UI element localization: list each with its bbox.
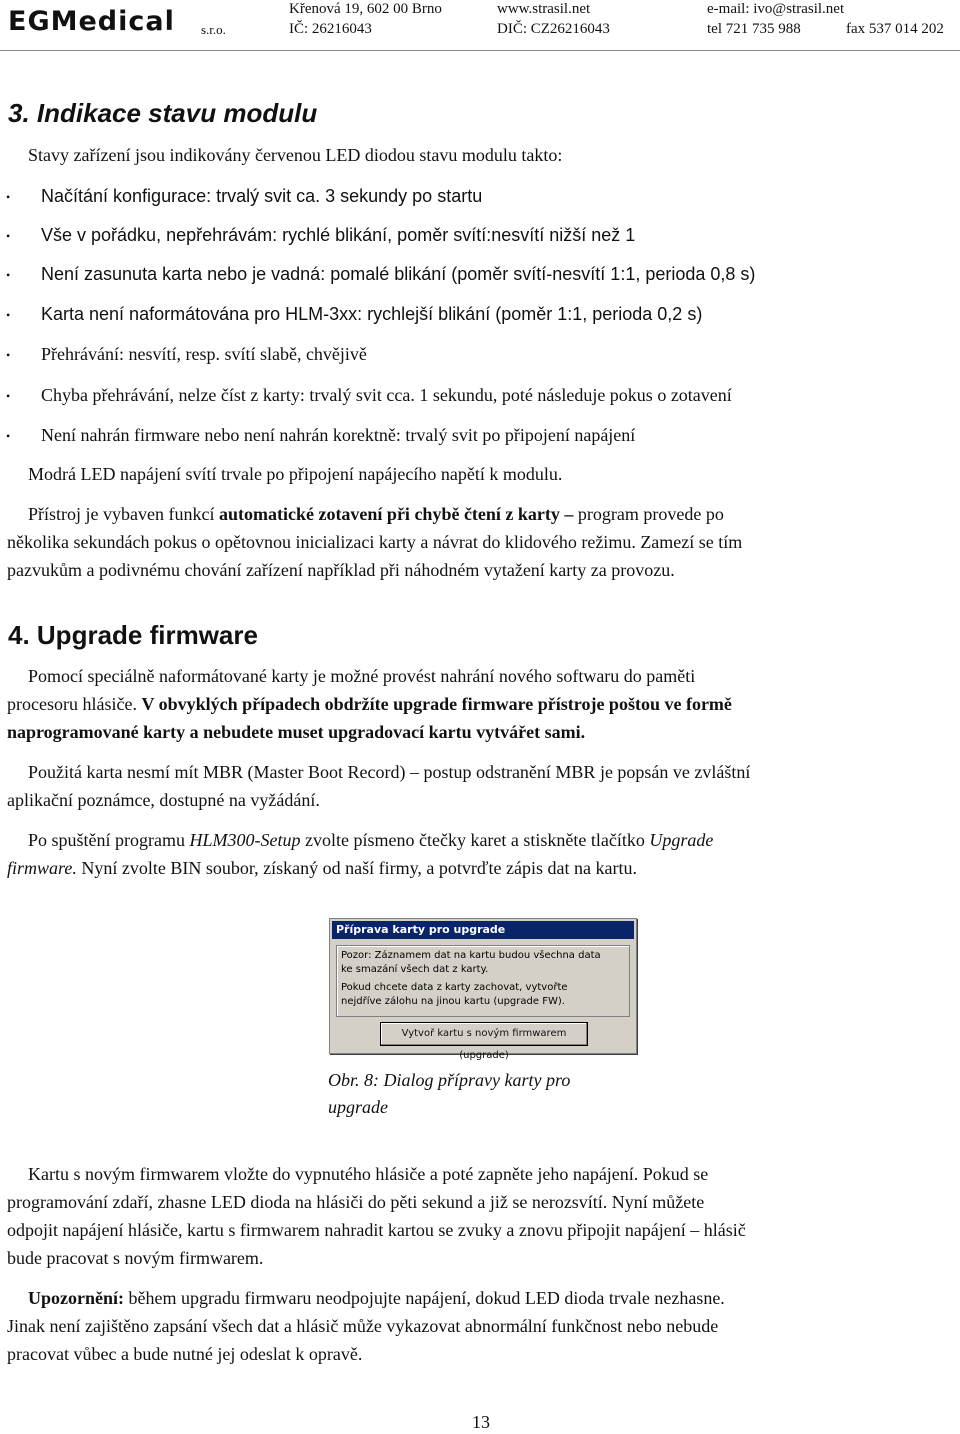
header-divider: [0, 50, 960, 51]
figure-caption-line-1: Obr. 8: Dialog přípravy karty pro: [328, 1070, 571, 1090]
header-web: www.strasil.net: [497, 1, 591, 17]
mbr-paragraph-line-2: aplikační poznámce, dostupné na vyžádání.: [7, 790, 320, 810]
dialog-message-box: [336, 945, 630, 1017]
upgrade-paragraph-line-1: Pomocí speciálně naformátované karty je možné provést nahrání nového softwaru do paměti: [28, 666, 696, 686]
insert-card-line-1: Kartu s novým firmwarem vložte do vypnutého hlásiče a poté zapněte jeho napájení. Pokud se: [28, 1164, 709, 1184]
dialog-title: Příprava karty pro upgrade: [332, 921, 634, 939]
recovery-paragraph-line-2: několika sekundách pokus o opětovnou inicializaci karty a návrat do klidového režimu. Zamezí se tím: [7, 532, 743, 552]
warning-line-2: Jinak není zajištěno zapsání všech dat a hlásič může vykazovat abnormální funkčnost nebo nebude: [7, 1316, 719, 1336]
header-email: e-mail: ivo@strasil.net: [707, 1, 845, 17]
dialog-message-line: Pokud chcete data z karty zachovat, vytvořte: [341, 982, 568, 993]
insert-card-line-4: bude pracovat s novým firmwarem.: [7, 1248, 264, 1268]
page-number: 13: [472, 1412, 490, 1432]
recovery-paragraph-line-3: pazvukům a podivnému chování zařízení například při náhodném vytažení karty za provozu.: [7, 560, 675, 580]
section-3-intro: Stavy zařízení jsou indikovány červenou LED diodou stavu modulu takto:: [28, 145, 563, 165]
bullet-icon: •: [6, 348, 11, 362]
section-4-heading: 4. Upgrade firmware: [8, 620, 258, 650]
dialog-message-line: Pozor: Záznamem dat na kartu budou všechna data: [341, 950, 601, 961]
dialog-message-line: nejdříve zálohu na jinou kartu (upgrade FW).: [341, 996, 565, 1007]
bullet-icon: •: [6, 308, 11, 322]
bullet-icon: •: [6, 229, 11, 243]
recovery-paragraph-line-1: Přístroj je vybaven funkcí automatické zotavení při chybě čtení z karty – program provede po: [28, 504, 724, 524]
header-dic: DIČ: CZ26216043: [497, 21, 610, 37]
bullet-icon: •: [6, 268, 11, 282]
create-upgrade-card-button[interactable]: Vytvoř kartu s novým firmwarem (upgrade): [380, 1022, 588, 1046]
insert-card-line-3: odpojit napájení hlásiče, kartu s firmwarem nahradit kartou se zvuky a znovu připojit napájení – hlásič: [7, 1220, 746, 1240]
list-item: Přehrávání: nesvítí, resp. svítí slabě, chvějivě: [41, 344, 367, 364]
list-item: Není zasunuta karta nebo je vadná: pomalé blikání (poměr svítí-nesvítí 1:1, perioda 0,8 s): [41, 264, 756, 284]
header-ic: IČ: 26216043: [289, 21, 372, 37]
section-3-heading: 3. Indikace stavu modulu: [8, 98, 318, 128]
figure-caption-line-2: upgrade: [328, 1097, 388, 1117]
blue-led-note: Modrá LED napájení svítí trvale po připojení napájecího napětí k modulu.: [28, 464, 563, 484]
insert-card-line-2: programování zdaří, zhasne LED dioda na hlásiči do pěti sekund a již se nerozsvítí. Nyní můžete: [7, 1192, 705, 1212]
list-item: Není nahrán firmware nebo není nahrán korektně: trvalý svit po připojení napájení: [41, 425, 636, 445]
bullet-icon: •: [6, 190, 11, 204]
setup-paragraph-line-2: firmware. Nyní zvolte BIN soubor, získaný od naší firmy, a potvrďte zápis dat na kartu.: [7, 858, 637, 878]
company-logo-suffix: s.r.o.: [201, 22, 226, 37]
list-item: Vše v pořádku, nepřehrávám: rychlé blikání, poměr svítí:nesvítí nižší než 1: [41, 225, 636, 245]
setup-paragraph-line-1: Po spuštění programu HLM300-Setup zvolte písmeno čtečky karet a stiskněte tlačítko Upgrade: [28, 830, 714, 850]
list-item: Chyba přehrávání, nelze číst z karty: trvalý svit cca. 1 sekundu, poté následuje pokus o zotavení: [41, 385, 732, 405]
mbr-paragraph-line-1: Použitá karta nesmí mít MBR (Master Boot Record) – postup odstranění MBR je popsán ve zvláštní: [28, 762, 751, 782]
upgrade-paragraph-line-3: naprogramované karty a nebudete muset upgradovací kartu vytvářet sami.: [7, 722, 586, 742]
bullet-icon: •: [6, 429, 11, 443]
warning-line-1: Upozornění: během upgradu firmwaru neodpojujte napájení, dokud LED dioda trvale nezhasne.: [28, 1288, 725, 1308]
list-item: Načítání konfigurace: trvalý svit ca. 3 sekundy po startu: [41, 186, 483, 206]
header-tel: tel 721 735 988: [707, 21, 801, 37]
company-logo: EGMedical: [8, 6, 175, 37]
header-address: Křenová 19, 602 00 Brno: [289, 1, 442, 17]
upgrade-paragraph-line-2: procesoru hlásiče. V obvyklých případech obdržíte upgrade firmware přístroje poštou ve formě: [7, 694, 732, 714]
header-fax: fax 537 014 202: [846, 21, 944, 37]
list-item: Karta není naformátována pro HLM-3xx: rychlejší blikání (poměr 1:1, perioda 0,2 s): [41, 304, 703, 324]
dialog-message-line: ke smazání všech dat z karty.: [341, 964, 489, 975]
bullet-icon: •: [6, 389, 11, 403]
upgrade-dialog-screenshot: [329, 918, 637, 1061]
warning-line-3: pracovat vůbec a bude nutné jej odeslat k opravě.: [7, 1344, 363, 1364]
